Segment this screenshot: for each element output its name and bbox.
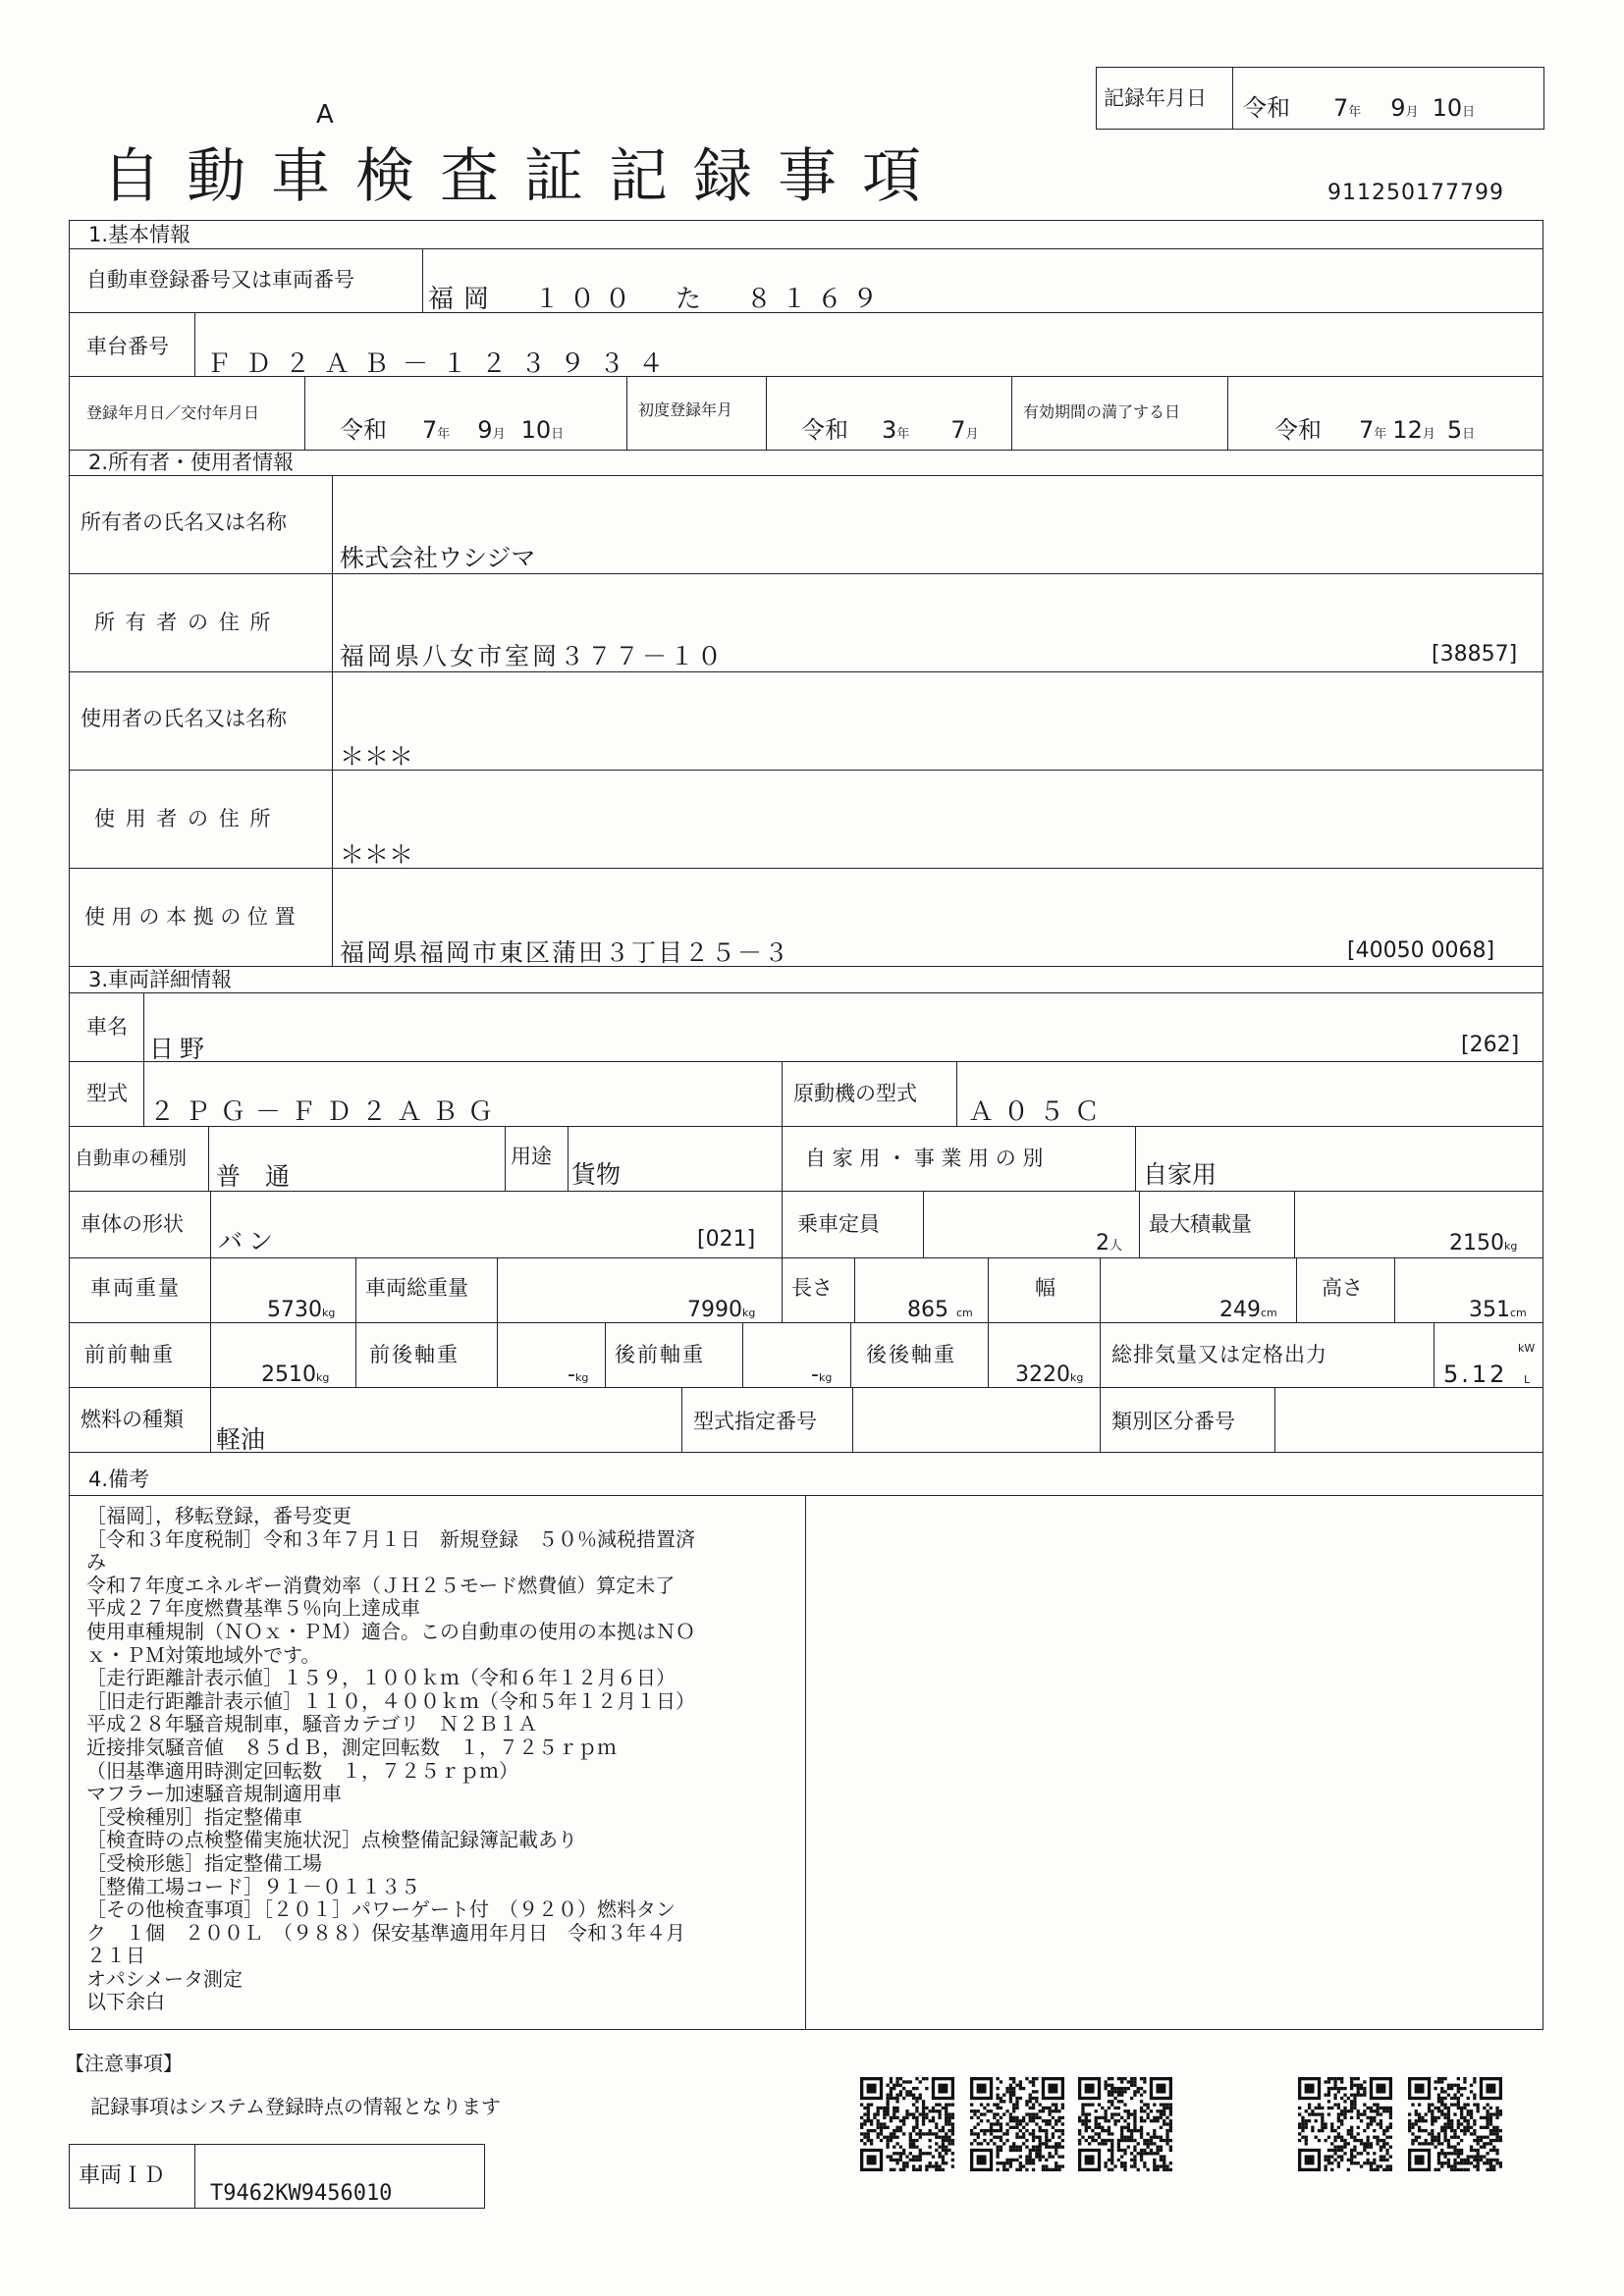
engine-label: 原動機の型式: [793, 1082, 917, 1105]
front-front-axle-label: 前前軸重: [84, 1343, 175, 1366]
car-name-value: 日野: [149, 1035, 211, 1063]
use-label: 用途: [511, 1145, 552, 1168]
base-location-label: 使 用 の 本 拠 の 位 置: [84, 905, 296, 929]
first-reg-value: 令和 3年 7月: [801, 416, 979, 444]
owner-name-value: 株式会社ウシジマ: [340, 544, 536, 572]
record-date-value: 令和 7年 9月 10日: [1243, 94, 1476, 122]
fuel-value: 軽油: [216, 1425, 266, 1454]
capacity-label: 乗車定員: [797, 1212, 880, 1236]
remark-line: 以下余白: [86, 1990, 165, 2014]
chassis-value: ＦＤ２ＡＢ－１２３９３４: [206, 349, 678, 379]
private-business-label: 自 家 用 ・ 事 業 用 の 別: [805, 1147, 1044, 1170]
displacement-value: 5.12: [1443, 1361, 1508, 1388]
remark-line: 平成２８年騒音規制車，騒音カテゴリ Ｎ２Ｂ１Ａ: [86, 1712, 538, 1736]
max-load-label: 最大積載量: [1149, 1212, 1252, 1236]
user-name-value: ＊＊＊: [340, 742, 414, 771]
model-value: ２ＰＧ－ＦＤ２ＡＢＧ: [149, 1097, 504, 1127]
first-reg-label: 初度登録年月: [638, 400, 733, 419]
rear-front-axle-label: 後前軸重: [615, 1343, 705, 1366]
reg-date-label: 登録年月日／交付年月日: [86, 403, 260, 422]
body-shape-label: 車体の形状: [81, 1212, 184, 1236]
remark-line: み: [86, 1550, 106, 1575]
remark-line: 令和７年度エネルギー消費効率（ＪＨ２５モード燃費値）算定未了: [86, 1573, 676, 1597]
base-location-value: 福岡県福岡市東区蒲田３丁目２５－３: [340, 938, 791, 967]
gross-weight-label: 車両総重量: [365, 1276, 468, 1300]
remark-line: ［福岡］，移転登録，番号変更: [86, 1504, 352, 1527]
user-address-value: ＊＊＊: [340, 840, 414, 869]
rear-front-axle-value: -kg: [811, 1362, 833, 1387]
model-label: 型式: [86, 1082, 128, 1105]
displacement-label: 総排気量又は定格出力: [1111, 1343, 1327, 1366]
form-type: A: [316, 100, 334, 130]
type-designation-label: 型式指定番号: [693, 1410, 817, 1433]
vehicle-id-label: 車両ＩＤ: [79, 2163, 166, 2188]
max-load-value: 2150kg: [1449, 1231, 1518, 1255]
capacity-value: 2人: [1096, 1231, 1123, 1255]
remark-line: オパシメータ測定: [86, 1966, 243, 1991]
remark-line: 使用車種規制（ＮＯｘ・ＰＭ）適合。この自動車の使用の本拠はＮＯ: [86, 1619, 695, 1643]
remark-line: ２１日: [86, 1944, 145, 1968]
reg-date-value: 令和 7年 9月 10日: [340, 416, 565, 444]
kind-label: 自動車の種別: [75, 1148, 188, 1169]
owner-name-label: 所有者の氏名又は名称: [81, 510, 287, 534]
remark-line: ［整備工場コード］９１－０１１３５: [86, 1874, 420, 1898]
section-basic: 1.基本情報: [88, 223, 191, 246]
use-value: 貨物: [571, 1160, 622, 1189]
body-shape-value: バン: [218, 1227, 280, 1255]
page-title: 自動車検査証記録事項: [102, 142, 947, 211]
width-value: 249cm: [1219, 1298, 1277, 1322]
height-value: 351cm: [1469, 1298, 1527, 1322]
rear-rear-axle-value: 3220kg: [1015, 1362, 1084, 1387]
qr-code-icon: [970, 2077, 1064, 2171]
record-date-label: 記録年月日: [1104, 86, 1207, 110]
front-front-axle-value: 2510kg: [261, 1362, 330, 1387]
user-name-label: 使用者の氏名又は名称: [81, 707, 287, 730]
height-label: 高さ: [1322, 1276, 1363, 1300]
private-business-value: 自家用: [1143, 1160, 1218, 1189]
vehicle-weight-value: 5730kg: [267, 1298, 336, 1322]
remarks-list: [86, 1505, 803, 2014]
remark-line: 平成２７年度燃費基準５％向上達成車: [86, 1596, 420, 1621]
document-number: 911250177799: [1327, 181, 1504, 205]
front-rear-axle-label: 前後軸重: [369, 1343, 460, 1366]
remark-line: ［令和３年度税制］令和３年７月１日 新規登録 ５０％減税措置済: [86, 1526, 695, 1551]
user-address-label: 使 用 者 の 住 所: [94, 807, 273, 830]
owner-address-code: [38857]: [1432, 642, 1518, 667]
remark-line: ［受検種別］指定整備車: [86, 1804, 302, 1829]
length-label: 長さ: [791, 1276, 833, 1300]
remark-line: ［検査時の点検整備実施状況］点検整備記録簿記載あり: [86, 1828, 577, 1852]
base-location-code: [40050 0068]: [1347, 938, 1495, 963]
fuel-label: 燃料の種類: [81, 1408, 184, 1431]
remark-line: （旧基準適用時測定回転数 １，７２５ｒｐｍ）: [86, 1758, 518, 1783]
displacement-unit-l: L: [1524, 1373, 1531, 1386]
rear-rear-axle-label: 後後軸重: [866, 1343, 956, 1366]
expiry-label: 有効期間の満了する日: [1023, 402, 1181, 421]
vehicle-id-value: T9462KW9456010: [210, 2181, 393, 2206]
car-name-code: [262]: [1461, 1033, 1520, 1057]
owner-address-value: 福岡県八女市室岡３７７－１０: [340, 642, 726, 670]
remark-line: ［旧走行距離計表示値］１１０，４００ｋｍ（令和５年１２月１日）: [86, 1688, 695, 1713]
kind-value: 普 通: [216, 1162, 291, 1191]
expiry-value: 令和 7年 12月 5日: [1274, 416, 1476, 444]
vehicle-weight-label: 車両重量: [90, 1276, 181, 1300]
divider: [1232, 67, 1233, 130]
section-owner-user: 2.所有者・使用者情報: [88, 451, 295, 474]
length-value: 865 cm: [907, 1298, 973, 1322]
owner-address-label: 所 有 者 の 住 所: [94, 611, 273, 634]
notes-heading: 【注意事項】: [65, 2052, 183, 2075]
section-remarks: 4.備考: [88, 1468, 150, 1491]
chassis-label: 車台番号: [86, 335, 169, 358]
width-label: 幅: [1035, 1276, 1056, 1300]
class-number-label: 類別区分番号: [1111, 1410, 1235, 1433]
remark-line: マフラー加速騒音規制適用車: [86, 1782, 342, 1806]
gross-weight-value: 7990kg: [687, 1298, 756, 1322]
remark-line: ク １個 ２００Ｌ （９８８）保安基準適用年月日 令和３年４月: [86, 1920, 685, 1945]
qr-code-icon: [1078, 2077, 1172, 2171]
remark-line: ｘ・ＰＭ対策地域外です。: [86, 1642, 321, 1667]
qr-code-icon: [1298, 2077, 1392, 2171]
reg-number-label: 自動車登録番号又は車両番号: [86, 268, 354, 292]
remark-line: ［走行距離計表示値］１５９，１００ｋｍ（令和６年１２月６日）: [86, 1666, 676, 1690]
reg-number-value: 福岡 １００ た ８１６９: [428, 285, 889, 314]
body-shape-code: [021]: [697, 1227, 756, 1252]
displacement-unit-kw: kW: [1518, 1342, 1536, 1355]
qr-code-icon: [860, 2077, 954, 2171]
qr-code-icon: [1408, 2077, 1502, 2171]
remark-line: ［その他検査事項］［２０１］パワーゲート付 （９２０）燃料タン: [86, 1897, 676, 1922]
remark-line: 近接排気騒音値 ８５ｄＢ，測定回転数 １，７２５ｒｐｍ: [86, 1735, 617, 1759]
car-name-label: 車名: [86, 1015, 128, 1039]
notes-text: 記録事項はシステム登録時点の情報となります: [90, 2095, 501, 2118]
remark-line: ［受検形態］指定整備工場: [86, 1850, 322, 1875]
front-rear-axle-value: -kg: [568, 1362, 589, 1387]
engine-value: Ａ０５Ｃ: [968, 1097, 1110, 1127]
section-vehicle: 3.車両詳細情報: [88, 968, 233, 991]
